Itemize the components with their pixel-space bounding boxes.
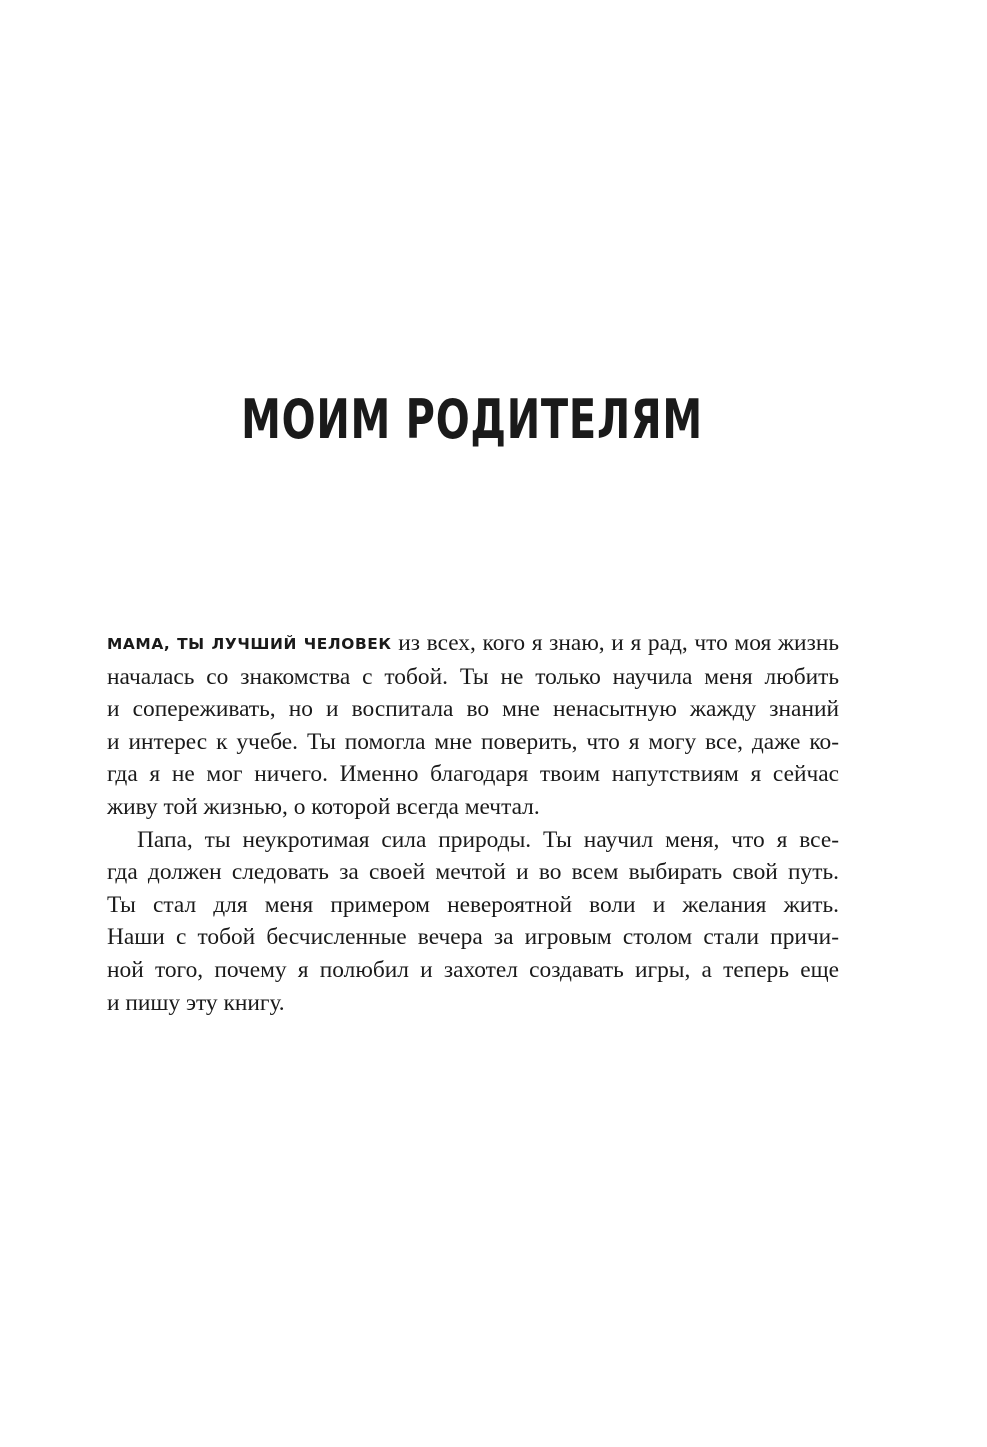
text-line: Ты стал для меня примером невероятной воли и желания жить. (107, 891, 839, 918)
text-line: и пишу эту книгу. (107, 989, 285, 1016)
line-text: из всех, кого я знаю, и я рад, что моя жизнь (391, 630, 839, 656)
lead-in-caps: МАМА, ТЫ ЛУЧШИЙ ЧЕЛОВЕК (107, 635, 392, 653)
text-line: и сопереживать, но и воспитала во мне ненасытную жажду знаний (107, 696, 839, 723)
text-line: началась со знакомства с тобой. Ты не только научила меня любить (107, 663, 839, 690)
text-line: гда я не мог ничего. Именно благодаря твоим напутствиям я сейчас (107, 761, 839, 788)
line-text: Папа, ты неукротимая сила природы. Ты научил меня, что я все- (137, 826, 839, 853)
text-line (107, 824, 839, 857)
dedication-title: МОИМ РОДИТЕЛЯМ (241, 388, 703, 451)
paragraph-mother (107, 627, 839, 824)
text-line: ной того, почему я полюбил и захотел создавать игры, а теперь еще (107, 956, 839, 983)
text-line: живу той жизнью, о которой всегда мечтал. (107, 793, 540, 820)
paragraph-father (107, 824, 839, 1020)
dedication-body (107, 627, 839, 1019)
text-line: и интерес к учебе. Ты помогла мне поверить, что я могу все, даже ко- (107, 728, 839, 755)
text-line (107, 627, 839, 661)
text-line: Наши с тобой бесчисленные вечера за игровым столом стали причи- (107, 924, 839, 951)
text-line: гда должен следовать за своей мечтой и во всем выбирать свой путь. (107, 859, 839, 886)
